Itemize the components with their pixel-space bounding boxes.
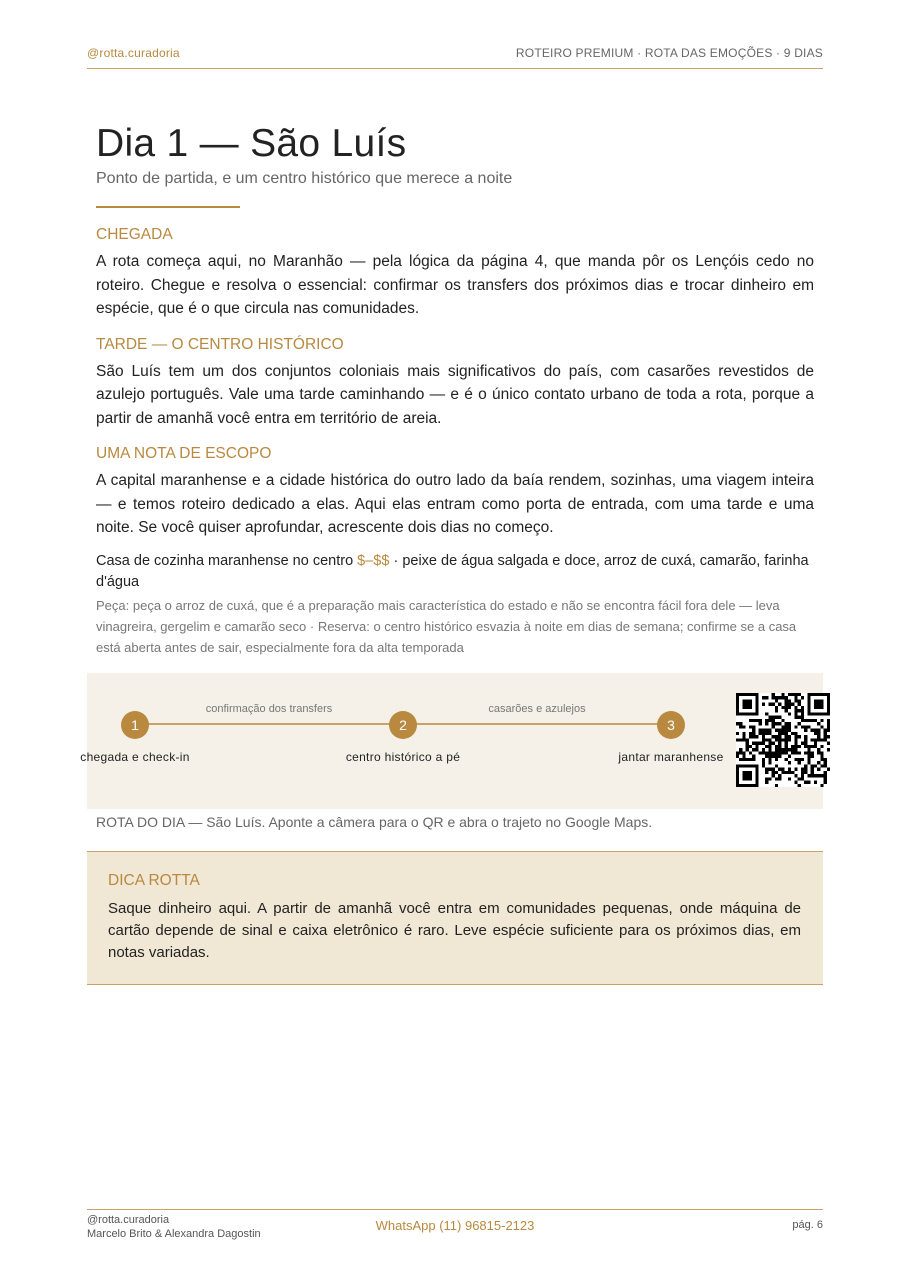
route-segment-label: confirmação dos transfers bbox=[205, 703, 333, 715]
restaurant-note: Peça: peça o arroz de cuxá, que é a preparação mais característica do estado e não se encontra fácil fora dele — leva vinagreira, gergelim e camarão seco · Reserva: o centro histórico esvazia à noite em dias de semana; confirme se a casa está aberta antes de sair, especialmente fora da alta temporada bbox=[96, 598, 797, 655]
route-map-panel bbox=[80, 673, 823, 809]
route-segment-line bbox=[135, 723, 403, 725]
header-product: ROTEIRO PREMIUM · ROTA DAS EMOÇÕES · 9 DIAS bbox=[515, 46, 823, 60]
route-stop-label: centro histórico a pé bbox=[345, 750, 461, 764]
section-text: São Luís tem um dos conjuntos coloniais mais significativos do país, com casarões revestidos de azulejo português. Vale uma tarde caminhando — e é o único contato urbano de toda a rota, porque a partir de amanhã você entra em território de areia. bbox=[96, 362, 814, 427]
restaurant-recommendation bbox=[96, 551, 814, 658]
route-stop-label: jantar maranhense bbox=[618, 750, 724, 764]
route-stop-marker: 2 bbox=[389, 711, 417, 739]
route-caption: ROTA DO DIA — São Luís. Aponte a câmera para o QR e abra o trajeto no Google Maps. bbox=[96, 814, 653, 830]
header-handle: @rotta.curadoria bbox=[87, 46, 180, 60]
restaurant-price: $–$$ bbox=[357, 553, 390, 569]
route-segment-label: casarões e azulejos bbox=[488, 703, 586, 715]
page-subtitle: Ponto de partida, e um centro histórico que merece a noite bbox=[96, 170, 513, 187]
restaurant-line bbox=[96, 551, 814, 593]
qr-code-icon[interactable] bbox=[736, 693, 830, 787]
footer-handle: @rotta.curadoria bbox=[87, 1214, 170, 1226]
route-stop-marker: 1 bbox=[121, 711, 149, 739]
section-text: A rota começa aqui, no Maranhão — pela lógica da página 4, que manda pôr os Lençóis cedo no roteiro. Chegue e resolva o essencial: confirmar os transfers dos próximos dias e trocar dinheiro em espécie, que é o que circula nas comunidades. bbox=[96, 253, 814, 317]
section-heading: UMA NOTA DE ESCOPO bbox=[96, 445, 272, 462]
page-number: pág. 6 bbox=[792, 1219, 823, 1231]
footer-authors: Marcelo Brito & Alexandra Dagostin bbox=[87, 1228, 261, 1240]
footer-contact: WhatsApp (11) 96815-2123 bbox=[375, 1218, 535, 1233]
restaurant-description: · peixe de água salgada e doce, arroz de cuxá, camarão, farinha d'água bbox=[96, 553, 809, 590]
tip-text: Saque dinheiro aqui. A partir de amanhã você entra em comunidades pequenas, onde máquina de cartão depende de sinal e caixa eletrônico é raro. Leve espécie suficiente para os próximos dias, em notas variadas. bbox=[108, 900, 801, 961]
section-heading: TARDE — O CENTRO HISTÓRICO bbox=[96, 335, 344, 353]
tip-callout bbox=[87, 851, 823, 985]
running-header bbox=[87, 46, 823, 69]
tip-heading: DICA ROTTA bbox=[108, 872, 200, 889]
page-footer bbox=[87, 1209, 823, 1250]
section-afternoon bbox=[96, 336, 814, 431]
day-content bbox=[96, 226, 814, 555]
title-divider bbox=[96, 206, 240, 208]
route-segment-line bbox=[403, 723, 671, 725]
route-stop-label: chegada e check-in bbox=[80, 750, 190, 764]
restaurant-name: Casa de cozinha maranhense no centro bbox=[96, 553, 354, 569]
qr-code-graphic bbox=[736, 693, 830, 787]
section-scope-note bbox=[96, 445, 814, 540]
section-heading: CHEGADA bbox=[96, 226, 173, 243]
page-title: Dia 1 — São Luís bbox=[96, 122, 407, 165]
section-text: A capital maranhense e a cidade histórica do outro lado da baía rendem, sozinhas, uma viagem inteira — e temos roteiro dedicado a elas. Aqui elas entram como porta de entrada, com uma tarde e uma noite. Se você quiser aprofundar, acrescente dois dias no começo. bbox=[96, 472, 814, 536]
section-arrival bbox=[96, 226, 814, 321]
route-stop-marker: 3 bbox=[657, 711, 685, 739]
